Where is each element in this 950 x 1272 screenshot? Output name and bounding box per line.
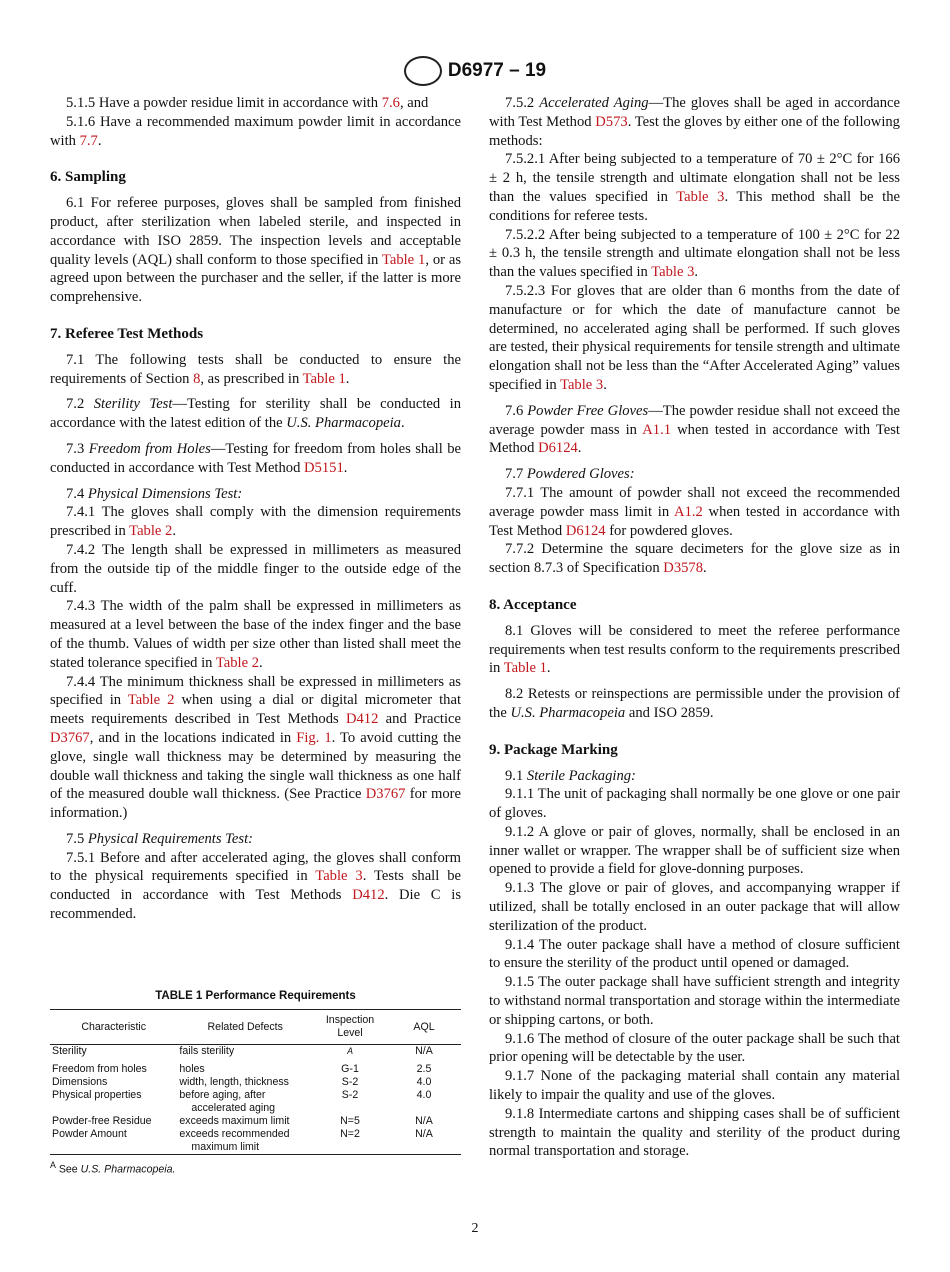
- text: 5.1.6 Have a recommended maximum powder limit in accordance with: [50, 113, 461, 149]
- reference-link[interactable]: Fig. 1: [296, 729, 332, 746]
- text: —The gloves shall be aged in accordance with Test Method: [489, 95, 900, 130]
- table-caption: TABLE 1 Performance Requirements: [155, 990, 356, 1002]
- paragraph: [489, 1067, 900, 1105]
- reference-link[interactable]: Table 2: [129, 523, 173, 540]
- text: .: [703, 560, 707, 577]
- text: 7.4.2 The length shall be expressed in millimeters as measured from the outside tip of the middle finger to the outside edge of the cuff.: [50, 541, 461, 596]
- table-1: [50, 990, 461, 1176]
- reference-link[interactable]: Table 2: [215, 654, 260, 671]
- text: .: [343, 459, 348, 476]
- text: —The powder residue shall not exceed the average powder mass in: [489, 402, 900, 438]
- table-cell: Sterility: [52, 1045, 87, 1057]
- text: 5.1.5 Have a powder residue limit in accordance with: [66, 95, 382, 111]
- paragraph: [489, 622, 900, 678]
- italic-text: Powder Free Gloves: [527, 402, 649, 419]
- left-column: [50, 94, 461, 924]
- paragraph: [489, 540, 900, 578]
- table-row: [50, 1128, 461, 1155]
- reference-link[interactable]: Table 3: [560, 376, 604, 393]
- paragraph: [489, 823, 900, 879]
- astm-logo-icon: [404, 56, 442, 86]
- reference-link[interactable]: Table 2: [127, 692, 175, 709]
- reference-link[interactable]: D412: [345, 711, 379, 728]
- text: 6.1 For referee purposes, gloves shall be sampled from finished product, after sterilization when labeled sterile, and inspected in accordance with ISO 2859. The inspection levels and acceptable quality levels (AQL) shall conform to those specified in: [50, 195, 461, 268]
- text: 7.7.2 Determine the square decimeters for the glove size as in section 8.7.3 of Specification: [489, 541, 900, 577]
- reference-link[interactable]: Table 1: [503, 660, 547, 677]
- paragraph: [489, 1105, 900, 1161]
- reference-link[interactable]: D412: [352, 887, 385, 904]
- reference-link[interactable]: Table 3: [676, 188, 725, 205]
- text: 9.1.3 The glove or pair of gloves, and accompanying wrapper if utilized, shall be totally enclosed in an outer package that will allow sterilization of the product.: [489, 880, 900, 934]
- paragraph: [50, 673, 461, 823]
- text: 7.5.2: [505, 95, 540, 111]
- text: 9.1.7 None of the packaging material shall contain any material likely to impair the quality and use of the gloves.: [489, 1068, 900, 1104]
- reference-link[interactable]: Table 3: [315, 868, 363, 885]
- text: .: [259, 654, 263, 671]
- text: 7.6: [505, 402, 528, 419]
- text: 8. Acceptance: [489, 596, 577, 613]
- italic-text: Accelerated Aging: [539, 95, 649, 111]
- italic-text: Physical Requirements Test:: [87, 830, 253, 847]
- performance-table: [50, 1009, 461, 1155]
- table-cell: fails sterility: [179, 1045, 235, 1057]
- text: .: [345, 370, 350, 387]
- italic-text: Freedom from Holes: [88, 440, 211, 457]
- reference-link[interactable]: D573: [595, 113, 628, 130]
- table-cell: N/A: [415, 1045, 433, 1057]
- text: 7. Referee Test Methods: [50, 325, 204, 342]
- reference-link[interactable]: 8: [193, 370, 201, 387]
- table-cell: holes: [179, 1062, 205, 1075]
- text: 7.5.2.1 After being subjected to a temperature of 70 ± 2°C for 166 ± 2 h, the tensile strength and ultimate elongation shall not be less than the values specified in: [489, 151, 900, 205]
- reference-link[interactable]: A1.1: [642, 421, 672, 438]
- paragraph: [50, 351, 461, 389]
- table-cell: exceeds maximum limit: [179, 1114, 290, 1127]
- table-row: [50, 1076, 461, 1089]
- text: and Practice: [378, 711, 461, 728]
- table-footnote: [50, 1159, 461, 1177]
- table-row: [50, 1115, 461, 1128]
- reference-link[interactable]: D6124: [538, 440, 578, 457]
- paragraph: [489, 785, 900, 823]
- text: .: [694, 264, 699, 281]
- col-header: AQL: [387, 1010, 461, 1045]
- table-row: [50, 1089, 461, 1115]
- table-cell: N/A: [415, 1127, 433, 1140]
- text: , and in the locations indicated in: [89, 729, 297, 746]
- text: for powdered gloves.: [605, 522, 733, 539]
- table-cell: width, length, thickness: [179, 1075, 289, 1088]
- text: . Tests shall be conducted in accordance with Test Methods: [50, 868, 461, 904]
- text: when tested in accordance with Test Method: [489, 503, 900, 539]
- italic-text: Sterile Packaging:: [526, 767, 636, 784]
- paragraph: [489, 936, 900, 974]
- paragraph: [50, 849, 461, 924]
- col-header: Related Defects: [177, 1010, 313, 1045]
- paragraph: [50, 395, 461, 433]
- table-cell: 4.0: [416, 1075, 432, 1088]
- text: —Testing for sterility shall be conducted in accordance with the latest edition of the: [50, 396, 461, 432]
- footnote-text: See: [58, 1163, 81, 1176]
- text: . Test the gloves by either one of the following methods:: [489, 113, 900, 149]
- section-heading: [50, 325, 461, 344]
- paragraph: [489, 282, 900, 395]
- text: .: [577, 440, 582, 457]
- text: 9.1.4 The outer package shall have a method of closure sufficient to ensure the sterility of the product until opened or damaged.: [489, 936, 900, 972]
- table-cell: [313, 1045, 387, 1063]
- text: 9.1.1 The unit of packaging shall normally be one glove or one pair of gloves.: [489, 786, 900, 822]
- italic-text: U.S. Pharmacopeia: [286, 415, 401, 432]
- reference-link[interactable]: Table 1: [381, 251, 426, 268]
- paragraph: [489, 685, 900, 723]
- text: 7.5: [66, 830, 88, 847]
- page-header: [0, 56, 950, 86]
- paragraph: [489, 150, 900, 225]
- text: . This method shall be the conditions for referee tests.: [489, 188, 900, 224]
- text: 7.5.2.3 For gloves that are older than 6 months from the date of manufacture or for which the date of manufacture cannot be determined, no accelerated aging shall be performed. If such gloves are tested, their physical requirements for tensile strength and ultimate elongation shall not be less than the “After Accelerated Aging” values specified in: [489, 282, 900, 393]
- paragraph: [50, 440, 461, 478]
- table-cell: 2.5: [416, 1062, 432, 1075]
- col-header: Characteristic: [50, 1010, 177, 1045]
- text: when tested in accordance with Test Method: [489, 421, 900, 457]
- paragraph: [489, 402, 900, 458]
- paragraph: [489, 94, 900, 150]
- text: 7.1 The following tests shall be conducted to ensure the requirements of Section: [50, 351, 461, 387]
- footnote-source: U.S. Pharmacopeia.: [80, 1163, 176, 1176]
- reference-link[interactable]: 7.6: [381, 95, 400, 111]
- text: .: [546, 660, 551, 677]
- table-cell: N=2: [340, 1127, 360, 1140]
- text: , and: [399, 95, 429, 111]
- paragraph: [489, 973, 900, 1029]
- section-heading: [489, 596, 900, 615]
- paragraph: [50, 830, 461, 849]
- table-cell: S-2: [341, 1088, 359, 1101]
- col-header: Inspection Level: [313, 1010, 387, 1045]
- paragraph: [489, 1030, 900, 1068]
- section-heading: [489, 741, 900, 760]
- text: , as prescribed in: [200, 370, 303, 387]
- reference-link[interactable]: D3767: [365, 786, 406, 803]
- text: and ISO 2859.: [625, 704, 714, 721]
- text: 7.4.4 The minimum thickness shall be expressed in millimeters as specified in: [50, 673, 461, 709]
- text: 7.7.1 The amount of powder shall not exceed the recommended average powder mass limit in: [489, 484, 900, 520]
- paragraph: [489, 226, 900, 282]
- reference-link[interactable]: A1.2: [674, 503, 703, 520]
- table-cell: N/A: [415, 1114, 433, 1127]
- reference-link[interactable]: 7.7: [79, 132, 98, 149]
- text: when using a dial or digital micrometer that meets requirements described in Test Methods: [50, 692, 462, 728]
- text: 9. Package Marking: [489, 741, 618, 758]
- paragraph: [50, 503, 461, 541]
- text: 7.4: [66, 485, 88, 502]
- reference-link[interactable]: D3767: [50, 729, 90, 746]
- reference-link[interactable]: Table 3: [651, 264, 695, 281]
- italic-text: U.S. Pharmacopeia: [510, 704, 626, 721]
- reference-link[interactable]: D6124: [565, 522, 606, 539]
- footnote-mark: A: [347, 1046, 353, 1056]
- text: 8.1 Gloves will be considered to meet the referee performance requirements when test results conform to the requirements prescribed in: [489, 622, 900, 677]
- text: 6. Sampling: [50, 169, 126, 186]
- table-cell: G-1: [341, 1062, 359, 1075]
- text: 7.4.1 The gloves shall comply with the dimension requirements prescribed in: [50, 504, 461, 540]
- table-cell: exceeds recommended maximum limit: [179, 1127, 290, 1153]
- reference-link[interactable]: D3578: [663, 560, 704, 577]
- text: .: [97, 132, 102, 149]
- right-column: [489, 94, 900, 1161]
- text: , or as agreed upon between the purchaser and the seller, if the latter is more comprehensive.: [50, 251, 461, 306]
- paragraph: [489, 767, 900, 786]
- table-cell: before aging, after accelerated aging: [179, 1088, 276, 1114]
- table-cell: Powder-free Residue: [52, 1114, 152, 1127]
- text: .: [400, 415, 405, 432]
- paragraph: [489, 484, 900, 540]
- text: —Testing for freedom from holes shall be conducted in accordance with Test Method: [50, 440, 462, 476]
- text: 7.3: [66, 440, 89, 457]
- reference-link[interactable]: Table 1: [302, 370, 346, 387]
- table-cell: Physical properties: [52, 1088, 142, 1101]
- table-cell: Dimensions: [52, 1075, 108, 1088]
- text: 9.1: [505, 767, 527, 784]
- paragraph: [50, 485, 461, 504]
- table-cell: N=5: [340, 1114, 360, 1127]
- page-number: 2: [471, 1221, 479, 1236]
- paragraph: [50, 541, 461, 597]
- italic-text: Powdered Gloves:: [526, 466, 635, 483]
- text: 9.1.2 A glove or pair of gloves, normally, shall be enclosed in an inner wallet or wrapper. The wrapper shall be of sufficient size when opened to provide a field for glove-donning purposes.: [489, 823, 900, 878]
- italic-text: Sterility Test: [93, 396, 173, 413]
- text: . Die C is recommended.: [50, 887, 461, 923]
- reference-link[interactable]: D5151: [304, 459, 344, 476]
- text: .: [603, 376, 607, 393]
- table-cell: Powder Amount: [52, 1127, 127, 1140]
- paragraph: [489, 465, 900, 484]
- paragraph: [50, 194, 461, 307]
- table-cell: 4.0: [416, 1088, 432, 1101]
- text: 7.2: [66, 396, 94, 413]
- paragraph: [50, 597, 461, 672]
- paragraph: [50, 94, 461, 113]
- designation: D6977 – 19: [447, 60, 547, 82]
- text: 9.1.5 The outer package shall have sufficient strength and integrity to withstand normal transportation and storage within the intermediate or shipping cartons, or both.: [489, 974, 900, 1028]
- italic-text: Physical Dimensions Test:: [87, 485, 243, 502]
- text: 7.5.2.2 After being subjected to a temperature of 100 ± 2°C for 22 ± 0.3 h, the tensile strength and ultimate elongation shall not be less than the values specified in: [489, 226, 900, 281]
- paragraph: [50, 113, 461, 151]
- paragraph: [489, 879, 900, 935]
- text: 9.1.8 Intermediate cartons and shipping cases shall be of sufficient strength to maintain the quality and sterility of the product during normal transportation and storage.: [489, 1105, 900, 1160]
- table-row: [50, 1063, 461, 1076]
- text: 7.5.1 Before and after accelerated aging, the gloves shall conform to the physical requirements specified in: [50, 849, 461, 885]
- table-cell: S-2: [341, 1075, 359, 1088]
- text: 7.7: [505, 466, 527, 483]
- text: 7.4.3 The width of the palm shall be expressed in millimeters as measured at a level between the base of the index finger and the base of the thumb. Values of width per size other than listed shall meet the stated tolerance specified in: [50, 598, 461, 671]
- text: 9.1.6 The method of closure of the outer package shall be such that prior opening will be detectable by the user.: [489, 1030, 900, 1066]
- text: for more information.): [50, 786, 461, 822]
- table-row: [50, 1045, 461, 1063]
- footnote-mark: A: [50, 1159, 56, 1170]
- text: .: [172, 523, 176, 540]
- section-heading: [50, 168, 461, 187]
- text: . To avoid cutting the glove, single wall thickness may be determined by measuring the double wall thickness and taking the single wall thickness as one half of the measured double wall thickness. (See Practice: [50, 729, 462, 803]
- text: 8.2 Retests or reinspections are permissible under the provision of the: [489, 686, 900, 721]
- table-cell: Freedom from holes: [52, 1062, 147, 1075]
